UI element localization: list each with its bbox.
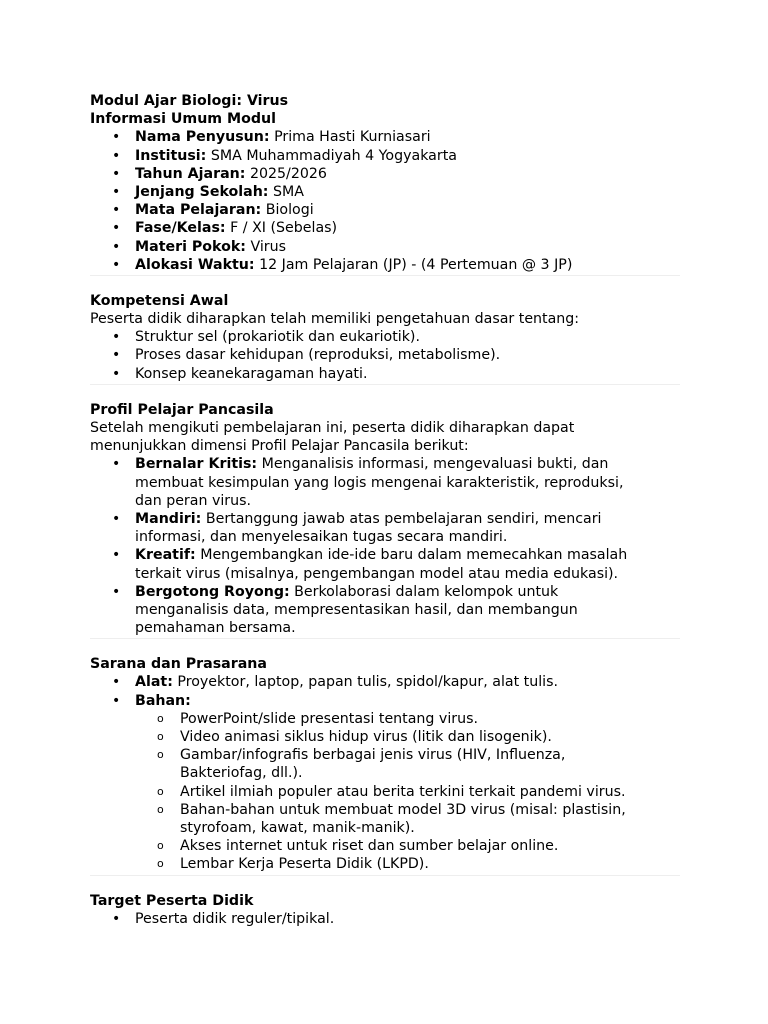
list-item: • Fase/Kelas: F / XI (Sebelas) [112,220,338,237]
bullet-icon: • [112,183,121,200]
list-item: • Mata Pelajaran: Biologi [112,202,314,219]
circle-bullet-icon: o [157,748,164,762]
info-list [90,128,680,274]
list-item: • Bernalar Kritis: Menganalisis informasi, mengevaluasi bukti, dan [112,456,609,473]
circle-bullet-icon: o [157,784,164,798]
document-title: Modul Ajar Biologi: Virus [90,93,289,109]
bullet-icon: • [112,165,121,182]
bullet-icon: • [112,220,121,237]
profil-intro-line-2: menunjukkan dimensi Profil Pelajar Pancasila berikut: [90,438,469,455]
section-heading-profil: Profil Pelajar Pancasila [90,401,274,418]
bullet-icon: • [112,256,121,273]
list-item-continuation: menganalisis data, mempresentasikan hasil, dan membangun [135,601,578,618]
bullet-icon: • [112,547,121,564]
sub-list-item: o Artikel ilmiah populer atau berita terkini terkait pandemi virus. [157,783,626,800]
profil-intro-line-1: Setelah mengikuti pembelajaran ini, peserta didik diharapkan dapat [90,420,575,436]
bullet-icon: • [112,456,121,473]
list-item: • Struktur sel (prokariotik dan eukariotik). [112,329,420,346]
list-item-continuation: pemahaman bersama. [135,620,296,637]
list-item: • Peserta didik reguler/tipikal. [112,910,335,927]
list-item-continuation: terkait virus (misalnya, pengembangan model atau media edukasi). [135,565,619,582]
list-item: • Proses dasar kehidupan (reproduksi, metabolisme). [112,347,501,364]
document [90,92,680,928]
bullet-icon: • [112,238,121,255]
list-item-continuation: dan peran virus. [135,492,252,509]
bullet-icon: • [112,365,121,382]
list-item-continuation: membuat kesimpulan yang logis mengenai karakteristik, reproduksi, [135,474,624,491]
sub-list-item: o Lembar Kerja Peserta Didik (LKPD). [157,856,429,873]
list-item: • Mandiri: Bertanggung jawab atas pembelajaran sendiri, mencari [112,510,602,527]
sub-list-item: o Akses internet untuk riset dan sumber belajar online. [157,838,559,855]
bullet-icon: • [112,692,121,709]
sub-list-item: o Gambar/infografis berbagai jenis virus (HIV, Influenza, [157,747,566,764]
circle-bullet-icon: o [157,839,164,853]
list-item: • Tahun Ajaran: 2025/2026 [112,165,327,182]
bullet-icon: • [112,910,121,927]
circle-bullet-icon: o [157,730,164,743]
bullet-icon: • [112,202,121,219]
section-heading-target: Target Peserta Didik [90,892,254,909]
bullet-icon: • [112,583,121,600]
kompetensi-intro: Peserta didik diharapkan telah memiliki pengetahuan dasar tentang: [90,311,580,328]
list-item: • Nama Penyusun: Prima Hasti Kurniasari [112,129,431,146]
bullet-icon: • [112,510,121,527]
list-item: • Kreatif: Mengembangkan ide-ide baru dalam memecahkan masalah [112,547,628,564]
circle-bullet-icon: o [157,802,164,816]
list-item: • Bergotong Royong: Berkolaborasi dalam kelompok untuk [112,583,559,600]
circle-bullet-icon: o [157,857,164,871]
bullet-icon: • [112,347,121,364]
circle-bullet-icon: o [157,711,164,725]
list-item: • Alokasi Waktu: 12 Jam Pelajaran (JP) - (4 Pertemuan @ 3 JP) [112,256,573,273]
section-heading-informasi: Informasi Umum Modul [90,111,277,128]
sub-list-item: o Video animasi siklus hidup virus (litik dan lisogenik). [157,729,552,745]
bullet-icon: • [112,329,121,346]
bullet-icon: • [112,129,121,146]
section-heading-sarana: Sarana dan Prasarana [90,656,267,673]
list-item: • Jenjang Sekolah: SMA [112,183,304,200]
bullet-icon: • [112,147,121,164]
sub-list-item-continuation: Bakteriofag, dll.). [180,765,303,782]
list-item-continuation: informasi, dan menyelesaikan tugas secara mandiri. [135,529,508,546]
section-heading-kompetensi: Kompetensi Awal [90,292,229,309]
list-item: • Alat: Proyektor, laptop, papan tulis, spidol/kapur, alat tulis. [112,674,558,691]
list-item: • Konsep keanekaragaman hayati. [112,365,368,382]
sub-list-item-continuation: styrofoam, kawat, manik-manik). [180,819,415,836]
bullet-icon: • [112,674,121,691]
sub-list-item: o Bahan-bahan untuk membuat model 3D virus (misal: plastisin, [157,801,626,818]
sub-list-item: o PowerPoint/slide presentasi tentang virus. [157,710,478,727]
list-item: • Materi Pokok: Virus [112,238,287,255]
list-item: • Institusi: SMA Muhammadiyah 4 Yogyakarta [112,147,457,164]
list-item: • Bahan: [112,692,191,709]
